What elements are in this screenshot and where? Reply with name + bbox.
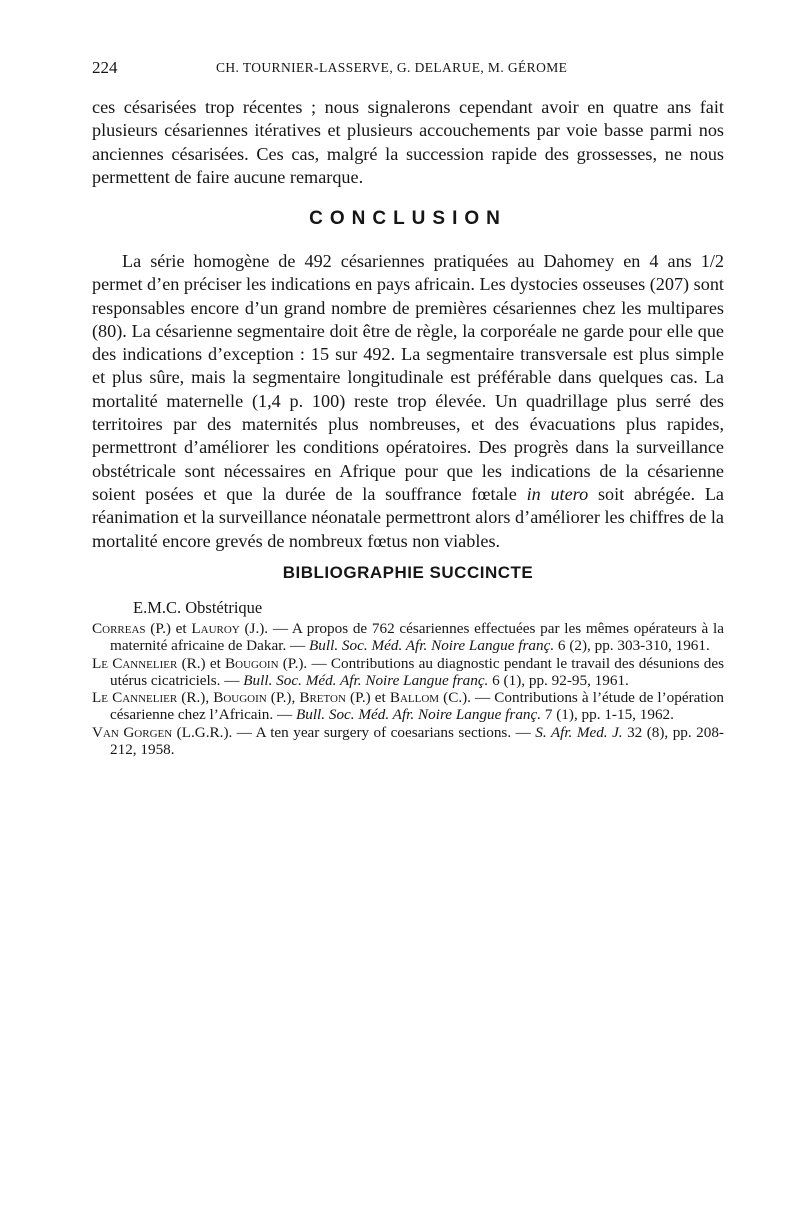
conclusion-italic-phrase: in utero (526, 483, 589, 504)
ref-author: Bougoin (213, 689, 267, 707)
page-number: 224 (92, 58, 118, 77)
ref-tail: 7 (1), pp. 1-15, 1962. (541, 706, 674, 724)
ref-text: (P.). — Contributions au diagnostic pendant le travail des désunions des utérus cicatriciels. — (110, 654, 724, 689)
ref-author: Breton (299, 689, 346, 707)
bibliography-entry (92, 655, 724, 690)
ref-journal: Bull. Soc. Méd. Afr. Noire Langue franç. (243, 671, 489, 689)
ref-text: (R.) et (177, 654, 226, 672)
bibliography-entry (92, 724, 724, 759)
conclusion-text-part-1: La série homogène de 492 césariennes pratiquées au Dahomey en 4 ans 1/2 permet d’en préciser les indications en pays africain. Les dystocies osseuses (207) sont responsables encore d’un grand nombre de premières césariennes chez les multipares (80). La césarienne segmentaire doit être de règle, la corporéale ne garde pour elle que des indications d’exception : 15 sur 492. La segmentaire transversale est plus simple et plus sûre, mais la segmentaire longitudinale est préférable dans quelques cas. La mortalité maternelle (1,4 p. 100) reste trop élevée. Un quadrillage plus serré des territoires par des maternités plus nombreuses, et des évacuations plus rapides, permettront d’améliorer les conditions opératoires. Des progrès dans la surveillance obstétricale sont nécessaires en Afrique pour que les indications de la césarienne soient posées et que la durée de la souffrance fœtale (92, 251, 724, 504)
conclusion-text-part-2: soit abrégée. La réanimation et la surveillance néonatale permettront alors d’améliorer les chiffres de la mortalité encore grevés de nombreux fœtus non viables. (92, 483, 724, 551)
bibliography-heading: BIBLIOGRAPHIE SUCCINCTE (282, 563, 534, 582)
ref-text: (P.) et (345, 689, 390, 707)
ref-author: Le Cannelier (92, 689, 178, 707)
ref-author: Ballom (389, 689, 440, 707)
ref-text: (P.), (266, 689, 300, 707)
ref-author: Bougoin (225, 654, 279, 672)
intro-paragraph: ces césarisées trop récentes ; nous signalerons cependant avoir en quatre ans fait plusieurs césariennes itératives et plusieurs accouchements par voie basse parmi nos anciennes césarisées. Ces cas, malgré la succession rapide des grossesses, ne nous permettent de faire aucune remarque. (92, 97, 724, 187)
ref-text: (L.G.R.). — A ten year surgery of coesarians sections. — (172, 723, 536, 741)
ref-author: Correas (92, 620, 146, 637)
running-title: CH. TOURNIER-LASSERVE, G. DELARUE, M. GÉROME (216, 60, 568, 75)
ref-tail: 6 (2), pp. 303-310, 1961. (554, 637, 710, 655)
ref-journal: S. Afr. Med. J. (535, 723, 623, 741)
bibliography-entry (92, 689, 724, 724)
ref-journal: Bull. Soc. Méd. Afr. Noire Langue franç. (309, 637, 555, 655)
ref-text: (C.). — Contributions à l’étude de l’opération césarienne chez l’Africain. — (110, 689, 725, 724)
bibliography-subheading: E.M.C. Obstétrique (133, 598, 263, 617)
ref-text: (P.) et (145, 620, 192, 637)
bibliography-list (92, 620, 724, 758)
bibliography-entry (92, 620, 724, 655)
conclusion-paragraph (92, 250, 724, 553)
ref-author: Lauroy (191, 620, 240, 637)
ref-tail: 32 (8), pp. 208-212, 1958. (110, 723, 724, 759)
conclusion-heading: CONCLUSION (309, 208, 507, 229)
ref-text: (R.), (177, 689, 214, 707)
ref-text: (J.). — A propos de 762 césariennes effectuées par les mêmes opérateurs à la maternité africaine de Dakar. — (110, 620, 724, 655)
running-header (92, 58, 728, 80)
ref-tail: 6 (1), pp. 92-95, 1961. (488, 671, 629, 689)
ref-author: Le Cannelier (92, 654, 178, 672)
ref-author: Van Gorgen (92, 723, 173, 741)
ref-journal: Bull. Soc. Méd. Afr. Noire Langue franç. (295, 706, 542, 724)
